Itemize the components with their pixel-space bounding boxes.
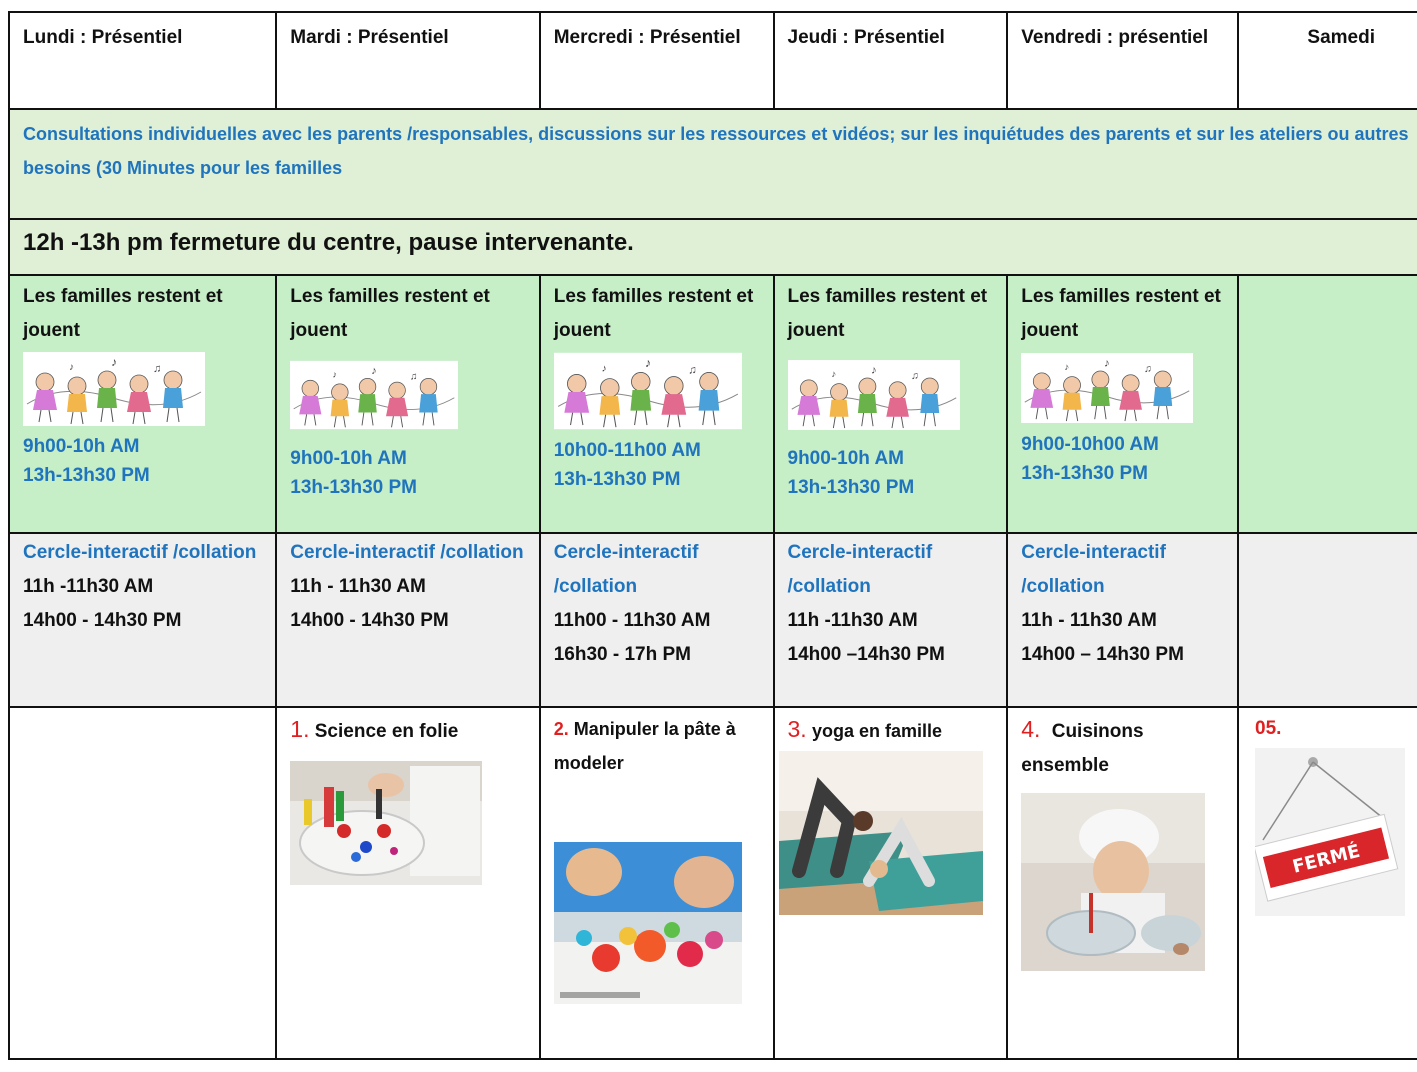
pause-row xyxy=(9,219,1417,275)
schedule-table xyxy=(8,11,1417,1060)
header-jeudi: Jeudi : Présentiel xyxy=(774,12,1008,109)
dancing-children-illustration-icon xyxy=(1021,352,1193,424)
activity-cell-lundi xyxy=(9,707,276,1059)
dancing-children-illustration-icon xyxy=(554,352,742,430)
play-time-am: 9h00-10h AM xyxy=(23,436,140,457)
play-time-pm: 13h-13h30 PM xyxy=(1021,463,1148,484)
activity-number: 3. xyxy=(787,716,807,742)
cercle-label: Cercle-interactif /collation xyxy=(290,542,524,563)
cercle-time-pm: 14h00 - 14h30 PM xyxy=(23,610,182,631)
play-time-pm: 13h-13h30 PM xyxy=(787,477,915,498)
family-yoga-photo-icon xyxy=(779,751,983,915)
header-mardi: Mardi : Présentiel xyxy=(276,12,539,109)
play-cell-jeudi xyxy=(774,275,1008,533)
cercle-time-am: 11h - 11h30 AM xyxy=(290,576,426,597)
header-mercredi: Mercredi : Présentiel xyxy=(540,12,774,109)
activity-cell-vendredi xyxy=(1007,707,1238,1059)
play-time-pm: 13h-13h30 PM xyxy=(290,477,418,498)
cercle-time-pm: 14h00 –14h30 PM xyxy=(787,644,945,665)
play-cell-lundi xyxy=(9,275,276,533)
header-samedi: Samedi xyxy=(1238,12,1417,109)
cercle-cell-lundi xyxy=(9,533,276,707)
activity-cell-mercredi xyxy=(540,707,774,1059)
activity-number: 1. xyxy=(290,716,310,742)
activity-cell-mardi xyxy=(276,707,539,1059)
play-time-am: 10h00-11h00 AM xyxy=(553,440,701,461)
cercle-label: Cercle-interactif /collation xyxy=(787,542,933,597)
cercle-cell-samedi xyxy=(1238,533,1417,707)
play-time-am: 9h00-10h AM xyxy=(787,448,904,469)
cercle-cell-mercredi xyxy=(540,533,774,707)
play-label: Les familles restent et jouent xyxy=(553,286,754,341)
activity-number: 2. xyxy=(553,719,569,739)
activity-number: 05. xyxy=(1255,718,1282,739)
activity-label: Science en folie xyxy=(314,721,459,742)
dancing-children-illustration-icon xyxy=(788,352,960,438)
cercle-time-pm: 14h00 – 14h30 PM xyxy=(1021,644,1184,665)
cercle-label: Cercle-interactif /collation xyxy=(23,542,257,563)
cercle-time-am: 11h -11h30 AM xyxy=(787,610,918,631)
closed-sign-image-icon xyxy=(1255,748,1405,916)
activity-cell-samedi xyxy=(1238,707,1417,1059)
cercle-time-pm: 14h00 - 14h30 PM xyxy=(290,610,449,631)
science-experiment-photo-icon xyxy=(290,761,482,885)
cercle-row xyxy=(9,533,1417,707)
play-time-am: 9h00-10h AM xyxy=(290,448,407,469)
cercle-cell-mardi xyxy=(276,533,539,707)
weekly-schedule xyxy=(8,11,1417,1060)
child-cooking-photo-icon xyxy=(1021,793,1205,971)
activity-cell-jeudi xyxy=(774,707,1008,1059)
header-vendredi: Vendredi : présentiel xyxy=(1007,12,1238,109)
cercle-label: Cercle-interactif /collation xyxy=(1021,542,1166,597)
dancing-children-illustration-icon xyxy=(290,352,458,438)
activity-label: Manipuler la pâte à modeler xyxy=(553,719,736,773)
play-row xyxy=(9,275,1417,533)
play-cell-mardi xyxy=(276,275,539,533)
cercle-cell-vendredi xyxy=(1007,533,1238,707)
activity-label: Cuisinons ensemble xyxy=(1021,721,1144,776)
play-label: Les familles restent et jouent xyxy=(23,286,223,341)
consultation-row xyxy=(9,109,1417,219)
activity-label: yoga en famille xyxy=(811,721,943,741)
cercle-time-pm: 16h30 - 17h PM xyxy=(553,644,692,665)
cercle-time-am: 11h00 - 11h30 AM xyxy=(553,610,711,631)
playdough-photo-icon xyxy=(554,842,742,1004)
play-time-pm: 13h-13h30 PM xyxy=(553,469,681,490)
cercle-label: Cercle-interactif /collation xyxy=(553,542,699,597)
play-cell-mercredi xyxy=(540,275,774,533)
play-cell-vendredi xyxy=(1007,275,1238,533)
play-label: Les familles restent et jouent xyxy=(290,286,490,341)
closed-sign-text: FERMÉ xyxy=(1290,840,1363,878)
activity-number: 4. xyxy=(1021,716,1041,742)
play-cell-samedi xyxy=(1238,275,1417,533)
play-time-am: 9h00-10h00 AM xyxy=(1021,434,1159,455)
dancing-children-illustration-icon xyxy=(23,352,205,426)
header-row xyxy=(9,12,1417,109)
cercle-cell-jeudi xyxy=(774,533,1008,707)
activity-row xyxy=(9,707,1417,1059)
play-label: Les familles restent et jouent xyxy=(787,286,988,341)
cercle-time-am: 11h - 11h30 AM xyxy=(1021,610,1157,631)
play-label: Les familles restent et jouent xyxy=(1021,286,1221,341)
consultation-text: Consultations individuelles avec les parents /responsables, discussions sur les ressources et vidéos; sur les inquiétudes des parents et sur les ateliers ou autres besoins (30 Minutes pour les familles xyxy=(9,109,1417,219)
header-lundi: Lundi : Présentiel xyxy=(9,12,276,109)
pause-text: 12h -13h pm fermeture du centre, pause intervenante. xyxy=(9,219,1417,275)
cercle-time-am: 11h -11h30 AM xyxy=(23,576,154,597)
play-time-pm: 13h-13h30 PM xyxy=(23,465,150,486)
